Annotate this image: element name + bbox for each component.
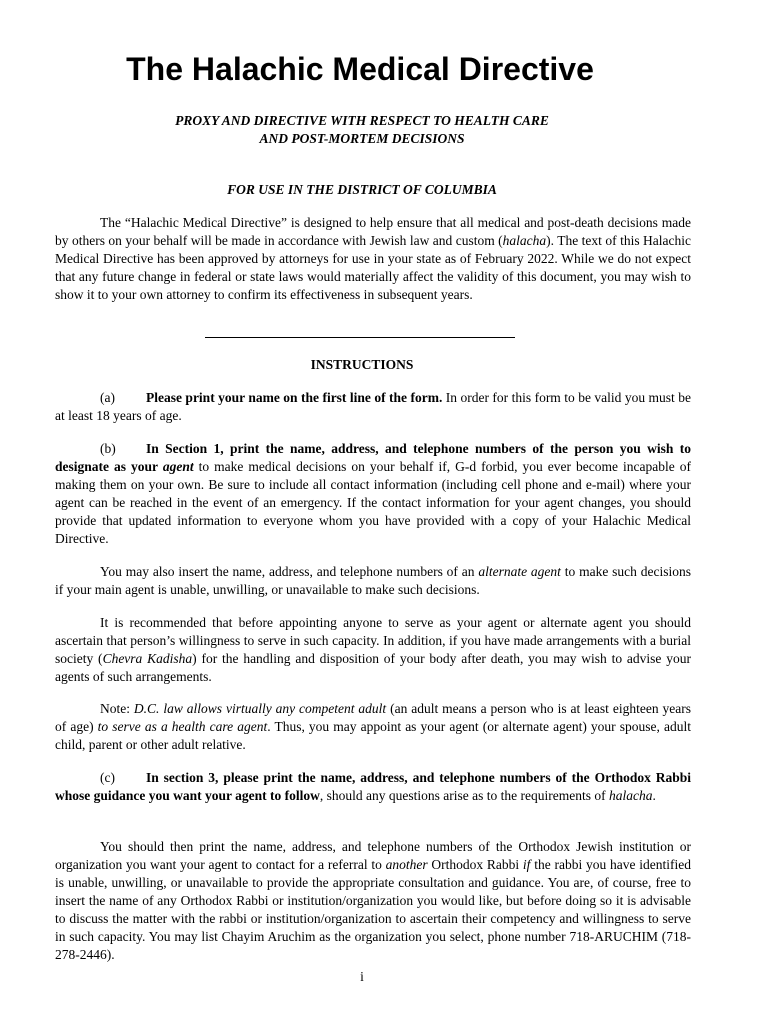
- paragraph-institution-text-1: You should then print the name, address, and telephone numbers of the Orthodox Jewish institution or organization you want your agent to contact for a referral to: [55, 839, 691, 872]
- paragraph-note-text-2: (an adult means a person who is at least eighteen years of age): [55, 701, 691, 734]
- paragraph-b: [55, 440, 691, 548]
- paragraph-c-text-2: .: [652, 788, 656, 803]
- document-subtitle: [0, 112, 724, 148]
- paragraph-alternate-italic: alternate agent: [478, 564, 561, 579]
- instructions-heading: INSTRUCTIONS: [310, 357, 414, 372]
- subtitle-line-2: AND POST-MORTEM DECISIONS: [259, 131, 465, 146]
- paragraph-institution-text-2: Orthodox Rabbi: [427, 857, 523, 872]
- paragraph-institution-italic-1: another: [385, 857, 428, 872]
- paragraph-alternate-agent: [55, 563, 691, 599]
- intro-text-2: ). The text of this Halachic Medical Directive has been approved by attorneys for use in your state as of February 2022. While we do not expect that any future change in federal or state laws would materially affect the validity of this document, you may wish to show it to your own attorney to confirm its effectiveness in subsequent years.: [55, 233, 691, 302]
- paragraph-b-text: to make medical decisions on your behalf if, G-d forbid, you ever become incapable of making them on your own. Be sure to include all contact information (including cell phone and e-mail) where your agent can be reached in the event of an emergency. If the contact information for your agent changes, you should provide that updated information to everyone whom you have provided with a copy of your Halachic Medical Directive.: [55, 459, 691, 546]
- paragraph-a-label: (a): [100, 390, 115, 405]
- page-number: i: [360, 969, 364, 984]
- paragraph-c-italic: halacha: [608, 788, 653, 803]
- paragraph-a: [55, 389, 691, 425]
- paragraph-note-italic-1: D.C. law allows virtually any competent adult: [133, 701, 387, 716]
- paragraph-c-text-1: , should any questions arise as to the requirements of: [319, 788, 609, 803]
- intro-text-1: The “Halachic Medical Directive” is designed to help ensure that all medical and post-death decisions made by others on your behalf will be made in accordance with Jewish law and custom (: [55, 215, 691, 248]
- paragraph-a-bold: Please print your name on the first line of the form.: [146, 390, 443, 405]
- subtitle-line-1: PROXY AND DIRECTIVE WITH RESPECT TO HEALTH CARE: [175, 113, 549, 128]
- paragraph-recommendation-italic: Chevra Kadisha: [102, 651, 193, 666]
- document-title: The Halachic Medical Directive: [126, 51, 594, 87]
- paragraph-note-text-1: Note:: [100, 701, 134, 716]
- paragraph-alternate-text-1: You may also insert the name, address, and telephone numbers of an: [100, 564, 479, 579]
- paragraph-b-label: (b): [100, 441, 116, 456]
- paragraph-recommendation: [55, 614, 691, 686]
- jurisdiction-line: FOR USE IN THE DISTRICT OF COLUMBIA: [227, 182, 497, 197]
- paragraph-institution-text-3: the rabbi you have identified is unable, unwilling, or unavailable to provide the appropriate consultation and guidance. You are, of course, free to insert the name of any Orthodox Rabbi or institution/organization you would like, but before doing so it is advisable to discuss the matter with the rabbi or institution/organization to ascertain their competency and willingness to serve in such capacity. You may list Chayim Aruchim as the organization you select, phone number 718-ARUCHIM (718-278-2446).: [55, 857, 691, 962]
- paragraph-institution-italic-2: if: [522, 857, 531, 872]
- paragraph-note-text-3: . Thus, you may appoint as your agent (or alternate agent) your spouse, adult child, parent or other adult relative.: [55, 719, 691, 752]
- paragraph-c: [55, 769, 691, 805]
- paragraph-c-bold: In section 3, please print the name, address, and telephone numbers of the Orthodox Rabbi whose guidance you want your agent to follow: [55, 770, 691, 803]
- paragraph-note: [55, 700, 691, 754]
- paragraph-alternate-text-2: to make such decisions if your main agent is unable, unwilling, or unavailable to make such decisions.: [55, 564, 691, 597]
- divider-line: [205, 337, 515, 338]
- paragraph-b-bold: In Section 1, print the name, address, and telephone numbers of the person you wish to designate as your: [55, 441, 691, 474]
- intro-paragraph: [55, 214, 691, 304]
- intro-italic-halacha: halacha: [502, 233, 547, 248]
- paragraph-note-italic-2: to serve as a health care agent: [97, 719, 268, 734]
- paragraph-institution: [55, 838, 691, 964]
- paragraph-c-label: (c): [100, 770, 115, 785]
- paragraph-b-bold-italic-agent: agent: [162, 459, 194, 474]
- paragraph-recommendation-text-1: It is recommended that before appointing anyone to serve as your agent or alternate agent you should ascertain that person’s willingness to serve in such capacity. In addition, if you have made arrangements with a burial society (: [55, 615, 691, 666]
- paragraph-a-text: In order for this form to be valid you must be at least 18 years of age.: [55, 390, 691, 423]
- paragraph-recommendation-text-2: ) for the handling and disposition of your body after death, you may wish to advise your agents of such arrangements.: [55, 651, 691, 684]
